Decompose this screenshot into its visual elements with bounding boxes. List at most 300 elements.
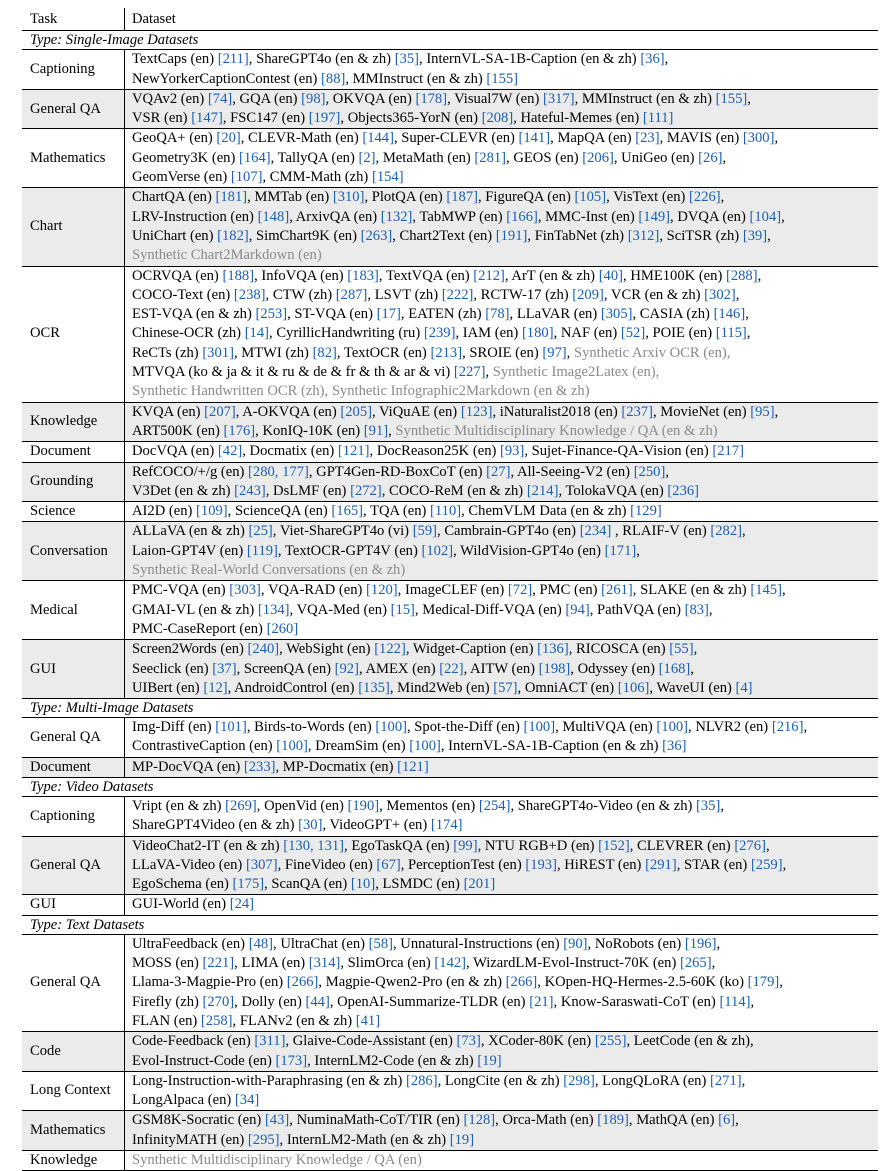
dataset-text: LRV-Instruction (en): [132, 208, 258, 225]
citation-link[interactable]: [78]: [485, 306, 510, 323]
dataset-text: , SciTSR (zh): [659, 227, 743, 244]
citation-link[interactable]: [73]: [456, 1033, 481, 1050]
table-body: [22, 8, 878, 1171]
citation-link[interactable]: [35]: [394, 51, 420, 68]
dataset-line: [132, 718, 874, 737]
dataset-text: ,: [765, 837, 770, 854]
citation-link[interactable]: [128]: [463, 1112, 496, 1129]
citation-link[interactable]: [109]: [196, 503, 228, 520]
citation-link[interactable]: [189]: [597, 1112, 629, 1129]
citation-link[interactable]: [276]: [734, 837, 766, 854]
citation-link[interactable]: [255]: [594, 1033, 627, 1050]
citation-link[interactable]: [168]: [658, 660, 691, 677]
citation-link[interactable]: [23]: [635, 130, 660, 147]
dataset-text: Geometry3K (en): [132, 149, 239, 166]
dataset-line: [132, 640, 874, 659]
citation-link[interactable]: [217]: [712, 443, 744, 460]
synthetic-dataset-text: Synthetic Multidisciplinary Knowledge / QA (en & zh): [395, 422, 718, 439]
citation-link[interactable]: [2]: [358, 149, 376, 166]
dataset-text: , STAR (en): [676, 856, 751, 873]
task-cell: OCR: [22, 266, 125, 402]
task-cell: GUI: [22, 640, 125, 699]
citation-link[interactable]: [206]: [582, 149, 614, 166]
dataset-text: , LSMDC (en): [375, 876, 464, 893]
citation-link[interactable]: [207]: [204, 403, 236, 420]
citation-link[interactable]: [171]: [604, 542, 637, 559]
citation-link[interactable]: [58]: [368, 935, 393, 952]
citation-link[interactable]: [100]: [409, 738, 441, 755]
citation-link[interactable]: [261]: [601, 582, 633, 599]
dataset-cell: [125, 796, 879, 836]
synthetic-dataset-text: Synthetic Real-World Conversations (en & zh): [132, 562, 406, 579]
citation-link[interactable]: [263]: [360, 227, 393, 244]
citation-link[interactable]: [311]: [254, 1033, 286, 1050]
citation-link[interactable]: [111]: [642, 110, 674, 127]
dataset-text: , OKVQA (en): [325, 90, 416, 107]
citation-link[interactable]: [270]: [202, 993, 235, 1010]
citation-link[interactable]: [213]: [430, 344, 463, 361]
citation-link[interactable]: [100]: [375, 719, 407, 736]
citation-link[interactable]: [98]: [301, 90, 326, 107]
dataset-line: [132, 620, 874, 639]
citation-link[interactable]: [15]: [390, 601, 415, 618]
citation-link[interactable]: [182]: [217, 227, 249, 244]
citation-link[interactable]: [193]: [525, 856, 557, 873]
citation-link[interactable]: [20]: [216, 130, 241, 147]
citation-link[interactable]: [196]: [684, 935, 717, 952]
citation-link[interactable]: [142]: [434, 955, 467, 972]
dataset-line: [132, 324, 874, 343]
citation-link[interactable]: [239]: [423, 325, 456, 342]
dataset-text: Evol-Instruct-Code (en): [132, 1052, 276, 1069]
citation-link[interactable]: [214]: [526, 482, 559, 499]
citation-link[interactable]: [165]: [331, 503, 364, 520]
dataset-text: ,: [750, 993, 755, 1010]
task-cell: Captioning: [22, 796, 125, 836]
dataset-text: ShareGPT4Video (en & zh): [132, 817, 299, 834]
citation-link[interactable]: [102]: [421, 542, 454, 559]
citation-link[interactable]: [187]: [446, 189, 478, 206]
citation-link[interactable]: [226]: [689, 189, 721, 206]
citation-link[interactable]: [258]: [200, 1012, 233, 1029]
citation-link[interactable]: [183]: [347, 267, 379, 284]
citation-link[interactable]: [237]: [621, 403, 653, 420]
citation-link[interactable]: [198]: [538, 660, 571, 677]
citation-link[interactable]: [110]: [430, 503, 462, 520]
dataset-text: , CLEVR-Math (en): [240, 130, 363, 147]
citation-link[interactable]: [95]: [750, 403, 775, 420]
dataset-text: , Spot-the-Diff (en): [407, 719, 524, 736]
citation-link[interactable]: [43]: [264, 1112, 290, 1129]
dataset-text: , LSVT (zh): [367, 286, 442, 303]
citation-link[interactable]: [91]: [363, 422, 389, 439]
citation-link[interactable]: [121]: [397, 758, 429, 775]
dataset-text: , IAM (en): [455, 325, 522, 342]
citation-link[interactable]: [222]: [441, 286, 474, 303]
citation-link[interactable]: [145]: [750, 582, 782, 599]
dataset-text: , ScienceQA (en): [227, 503, 332, 520]
dataset-text: GUI-World (en): [132, 896, 230, 913]
dataset-text: , Know-Saraswati-CoT (en): [553, 993, 720, 1010]
citation-link[interactable]: [205]: [340, 403, 372, 420]
citation-link[interactable]: [243]: [234, 482, 266, 499]
dataset-text: , Mind2Web (en): [389, 679, 494, 696]
citation-link[interactable]: [216]: [771, 719, 804, 736]
citation-link[interactable]: [314]: [308, 955, 341, 972]
dataset-text: , A-OKVQA (en): [235, 403, 341, 420]
dataset-text: NewYorkerCaptionContest (en): [132, 70, 322, 87]
citation-link[interactable]: [26]: [698, 149, 723, 166]
dataset-text: , XCoder-80K (en): [480, 1033, 595, 1050]
dataset-text: ,: [722, 149, 727, 166]
dataset-text: , UltraChat (en): [273, 935, 369, 952]
table-row: [22, 1111, 878, 1151]
task-column-header: Task: [22, 8, 125, 31]
section-header: [22, 777, 878, 796]
citation-link[interactable]: [208]: [481, 110, 514, 127]
dataset-text: OCRVQA (en): [132, 267, 223, 284]
citation-link[interactable]: [174]: [430, 817, 463, 834]
citation-link[interactable]: [265]: [679, 955, 712, 972]
dataset-text: , AMEX (en): [358, 660, 440, 677]
synthetic-dataset-text: Synthetic Image2Latex (en),: [492, 364, 660, 381]
dataset-line: [132, 737, 874, 756]
citation-link[interactable]: [83]: [684, 601, 709, 618]
citation-link[interactable]: [234]: [579, 523, 612, 540]
dataset-text: ,: [767, 227, 771, 244]
citation-link[interactable]: [260]: [266, 620, 299, 637]
citation-link[interactable]: [180]: [521, 325, 554, 342]
citation-link[interactable]: [19]: [449, 1131, 475, 1148]
citation-link[interactable]: [93]: [500, 443, 525, 460]
citation-link[interactable]: [144]: [362, 130, 394, 147]
dataset-line: [132, 129, 874, 148]
dataset-text: , TextOCR (en): [336, 344, 431, 361]
dataset-column-header: Dataset: [125, 8, 879, 31]
citation-link[interactable]: [129]: [630, 503, 662, 520]
dataset-text: , MultiVQA (en): [555, 719, 657, 736]
citation-link[interactable]: [155]: [486, 70, 519, 87]
citation-link[interactable]: [212]: [473, 267, 505, 284]
dataset-line: [132, 403, 874, 422]
dataset-text: , CASIA (zh): [632, 306, 714, 323]
citation-link[interactable]: [250]: [633, 463, 666, 480]
citation-link[interactable]: [82]: [312, 344, 337, 361]
header-row: [22, 8, 878, 31]
citation-link[interactable]: [280, 177]: [248, 463, 309, 480]
dataset-text: ,: [720, 797, 724, 814]
citation-link[interactable]: [240]: [247, 641, 280, 658]
citation-link[interactable]: [287]: [335, 286, 368, 303]
citation-link[interactable]: [72]: [507, 582, 533, 599]
dataset-line: [132, 70, 874, 89]
citation-link[interactable]: [141]: [518, 130, 551, 147]
citation-link[interactable]: [147]: [191, 110, 223, 127]
citation-link[interactable]: [259]: [750, 856, 783, 873]
citation-link[interactable]: [114]: [719, 993, 751, 1010]
citation-link[interactable]: [291]: [645, 856, 677, 873]
citation-link[interactable]: [191]: [495, 227, 528, 244]
dataset-line: [132, 442, 874, 461]
citation-link[interactable]: [74]: [207, 90, 233, 107]
citation-link[interactable]: [37]: [212, 660, 237, 677]
citation-link[interactable]: [21]: [529, 993, 554, 1010]
dataset-cell: [125, 522, 879, 581]
dataset-text: VSR (en): [132, 110, 192, 127]
dataset-text: ,: [735, 286, 740, 303]
dataset-text: , ScanQA (en): [264, 876, 351, 893]
citation-link[interactable]: [305]: [600, 306, 633, 323]
citation-link[interactable]: [6]: [718, 1112, 736, 1129]
dataset-cell: [125, 462, 879, 502]
dataset-cell: [125, 502, 879, 522]
citation-link[interactable]: [236]: [667, 482, 700, 499]
citation-link[interactable]: [92]: [334, 660, 359, 677]
dataset-cell: [125, 188, 879, 266]
dataset-line: [132, 168, 874, 187]
dataset-text: Long-Instruction-with-Paraphrasing (en & zh): [132, 1072, 406, 1089]
citation-link[interactable]: [41]: [355, 1012, 381, 1029]
citation-link[interactable]: [42]: [217, 443, 243, 460]
citation-link[interactable]: [12]: [203, 679, 228, 696]
citation-link[interactable]: [152]: [598, 837, 630, 854]
dataset-text: GeoQA+ (en): [132, 130, 217, 147]
citation-link[interactable]: [288]: [725, 267, 758, 284]
dataset-text: , Orca-Math (en): [495, 1112, 598, 1129]
citation-link[interactable]: [154]: [371, 169, 404, 186]
citation-link[interactable]: [254]: [478, 797, 511, 814]
citation-link[interactable]: [155]: [715, 90, 748, 107]
citation-link[interactable]: [39]: [742, 227, 768, 244]
dataset-line: [132, 382, 874, 401]
dataset-cell: [125, 934, 879, 1031]
dataset-text: KVQA (en): [132, 403, 205, 420]
table-row: [22, 502, 878, 522]
citation-link[interactable]: [298]: [563, 1072, 595, 1089]
citation-link[interactable]: [135]: [358, 679, 390, 696]
dataset-text: TextCaps (en): [132, 51, 218, 68]
citation-link[interactable]: [67]: [376, 856, 401, 873]
table-row: [22, 1151, 878, 1171]
citation-link[interactable]: [300]: [742, 130, 775, 147]
citation-link[interactable]: [59]: [412, 523, 438, 540]
citation-link[interactable]: [132]: [380, 208, 413, 225]
citation-link[interactable]: [19]: [477, 1052, 502, 1069]
citation-link[interactable]: [94]: [565, 601, 590, 618]
citation-link[interactable]: [227]: [453, 364, 486, 381]
dataset-text: , VideoGPT+ (en): [322, 817, 431, 834]
dataset-text: ,: [747, 90, 751, 107]
citation-link[interactable]: [178]: [415, 90, 448, 107]
citation-link[interactable]: [100]: [656, 719, 689, 736]
citation-link[interactable]: [173]: [275, 1052, 308, 1069]
citation-link[interactable]: [4]: [735, 679, 753, 696]
dataset-text: ,: [711, 955, 716, 972]
dataset-text: VideoChat2-IT (en & zh): [132, 837, 284, 854]
task-cell: Chart: [22, 188, 125, 266]
citation-link[interactable]: [269]: [225, 797, 257, 814]
dataset-text: , Sujet-Finance-QA-Vision (en): [524, 443, 713, 460]
citation-link[interactable]: [14]: [244, 325, 270, 342]
dataset-text: ,: [485, 364, 493, 381]
citation-link[interactable]: [272]: [350, 482, 382, 499]
dataset-line: [132, 227, 874, 246]
dataset-text: , InternLM2-Math (en & zh): [279, 1131, 450, 1148]
citation-link[interactable]: [209]: [572, 286, 604, 303]
citation-link[interactable]: [303]: [229, 582, 261, 599]
dataset-line: [132, 149, 874, 168]
dataset-text: , FigureQA (en): [477, 189, 575, 206]
table-row: [22, 895, 878, 915]
task-cell: Captioning: [22, 50, 125, 90]
citation-link[interactable]: [307]: [245, 856, 278, 873]
citation-link[interactable]: [253]: [255, 306, 288, 323]
dataset-text: , MMTab (en): [247, 189, 333, 206]
dataset-text: , RICOSCA (en): [568, 641, 670, 658]
citation-link[interactable]: [295]: [247, 1131, 280, 1148]
citation-link[interactable]: [266]: [505, 974, 538, 991]
dataset-text: , FLANv2 (en & zh): [232, 1012, 356, 1029]
citation-link[interactable]: [146]: [713, 306, 746, 323]
citation-link[interactable]: [17]: [376, 306, 401, 323]
dataset-text: EgoSchema (en): [132, 876, 233, 893]
dataset-text: , FineVideo (en): [277, 856, 377, 873]
citation-link[interactable]: [36]: [662, 738, 687, 755]
dataset-line: [132, 463, 874, 482]
dataset-text: , ScreenQA (en): [236, 660, 335, 677]
citation-link[interactable]: [120]: [366, 582, 398, 599]
citation-link[interactable]: [317]: [542, 90, 575, 107]
citation-link[interactable]: [101]: [215, 719, 247, 736]
dataset-text: , Glaive-Code-Assistant (en): [285, 1033, 457, 1050]
citation-link[interactable]: [166]: [506, 208, 538, 225]
citation-link[interactable]: [134]: [257, 601, 290, 618]
dataset-text: , PlotQA (en): [364, 189, 447, 206]
dataset-text: , Dolly (en): [234, 993, 306, 1010]
citation-link[interactable]: [123]: [460, 403, 493, 420]
section-title: Type: Single-Image Datasets: [22, 31, 878, 50]
dataset-text: Screen2Words (en): [132, 641, 248, 658]
citation-link[interactable]: [179]: [747, 974, 780, 991]
citation-link[interactable]: [10]: [350, 876, 376, 893]
citation-link[interactable]: [55]: [669, 641, 694, 658]
table-row: [22, 442, 878, 462]
dataset-text: UIBert (en): [132, 679, 204, 696]
citation-link[interactable]: [197]: [308, 110, 341, 127]
dataset-line: [132, 856, 874, 875]
citation-link[interactable]: [130, 131]: [283, 837, 345, 854]
citation-link[interactable]: [190]: [347, 797, 380, 814]
citation-link[interactable]: [100]: [276, 738, 308, 755]
citation-link[interactable]: [105]: [574, 189, 607, 206]
dataset-line: [132, 482, 874, 501]
citation-link[interactable]: [107]: [230, 169, 263, 186]
citation-link[interactable]: [181]: [215, 189, 248, 206]
dataset-text: ,: [566, 344, 574, 361]
citation-link[interactable]: [36]: [640, 51, 665, 68]
dataset-text: EST-VQA (en & zh): [132, 306, 256, 323]
citation-link[interactable]: [119]: [246, 542, 278, 559]
citation-link[interactable]: [136]: [537, 641, 569, 658]
citation-link[interactable]: [97]: [542, 344, 567, 361]
citation-link[interactable]: [281]: [474, 149, 507, 166]
dataset-text: , WildVision-GPT4o (en): [453, 542, 605, 559]
citation-link[interactable]: [115]: [715, 325, 747, 342]
citation-link[interactable]: [266]: [286, 974, 319, 991]
citation-link[interactable]: [121]: [337, 443, 370, 460]
citation-link[interactable]: [57]: [493, 679, 518, 696]
citation-link[interactable]: [106]: [617, 679, 650, 696]
citation-link[interactable]: [282]: [710, 523, 742, 540]
citation-link[interactable]: [148]: [257, 208, 290, 225]
dataset-line: [132, 344, 874, 363]
citation-link[interactable]: [176]: [223, 422, 256, 439]
citation-link[interactable]: [310]: [332, 189, 365, 206]
citation-link[interactable]: [25]: [248, 523, 273, 540]
dataset-text: Seeclick (en): [132, 660, 213, 677]
citation-link[interactable]: [90]: [563, 935, 588, 952]
citation-link[interactable]: [40]: [598, 267, 624, 284]
dataset-text: COCO-Text (en): [132, 286, 234, 303]
section-header: [22, 31, 878, 50]
citation-link[interactable]: [233]: [243, 758, 276, 775]
dataset-text: , Cambrain-GPT4o (en): [437, 523, 580, 540]
citation-link[interactable]: [22]: [439, 660, 464, 677]
dataset-cell: [125, 129, 879, 188]
citation-link[interactable]: [100]: [523, 719, 556, 736]
dataset-line: [132, 1032, 874, 1051]
citation-link[interactable]: [34]: [234, 1092, 260, 1109]
citation-link[interactable]: [188]: [222, 267, 255, 284]
citation-link[interactable]: [286]: [405, 1072, 438, 1089]
citation-link[interactable]: [312]: [627, 227, 660, 244]
citation-link[interactable]: [35]: [696, 797, 721, 814]
dataset-text: , RCTW-17 (zh): [473, 286, 573, 303]
citation-link[interactable]: [211]: [217, 51, 249, 68]
dataset-text: ,: [757, 267, 762, 284]
dataset-text: , Unnatural-Instructions (en): [393, 935, 564, 952]
citation-link[interactable]: [175]: [232, 876, 265, 893]
table-row: [22, 1032, 878, 1072]
citation-link[interactable]: [52]: [620, 325, 646, 342]
citation-link[interactable]: [104]: [749, 208, 782, 225]
citation-link[interactable]: [30]: [298, 817, 323, 834]
citation-link[interactable]: [44]: [305, 993, 330, 1010]
citation-link[interactable]: [201]: [463, 876, 496, 893]
citation-link[interactable]: [149]: [638, 208, 671, 225]
citation-link[interactable]: [302]: [704, 286, 736, 303]
citation-link[interactable]: [271]: [709, 1072, 742, 1089]
dataset-text: , CLEVRER (en): [629, 837, 735, 854]
task-cell: General QA: [22, 718, 125, 758]
citation-link[interactable]: [221]: [202, 955, 235, 972]
citation-link[interactable]: [88]: [321, 70, 346, 87]
citation-link[interactable]: [99]: [453, 837, 478, 854]
dataset-text: , SROIE (en): [462, 344, 543, 361]
citation-link[interactable]: [24]: [229, 896, 255, 913]
citation-link[interactable]: [27]: [486, 463, 511, 480]
dataset-line: [132, 973, 874, 992]
citation-link[interactable]: [48]: [248, 935, 274, 952]
citation-link[interactable]: [122]: [374, 641, 406, 658]
citation-link[interactable]: [164]: [238, 149, 271, 166]
synthetic-dataset-text: Synthetic Arxiv OCR (en),: [573, 344, 731, 361]
dataset-line: [132, 305, 874, 324]
dataset-text: , ShareGPT4o (en & zh): [248, 51, 395, 68]
dataset-line: [132, 935, 874, 954]
citation-link[interactable]: [238]: [233, 286, 266, 303]
citation-link[interactable]: [301]: [202, 344, 234, 361]
